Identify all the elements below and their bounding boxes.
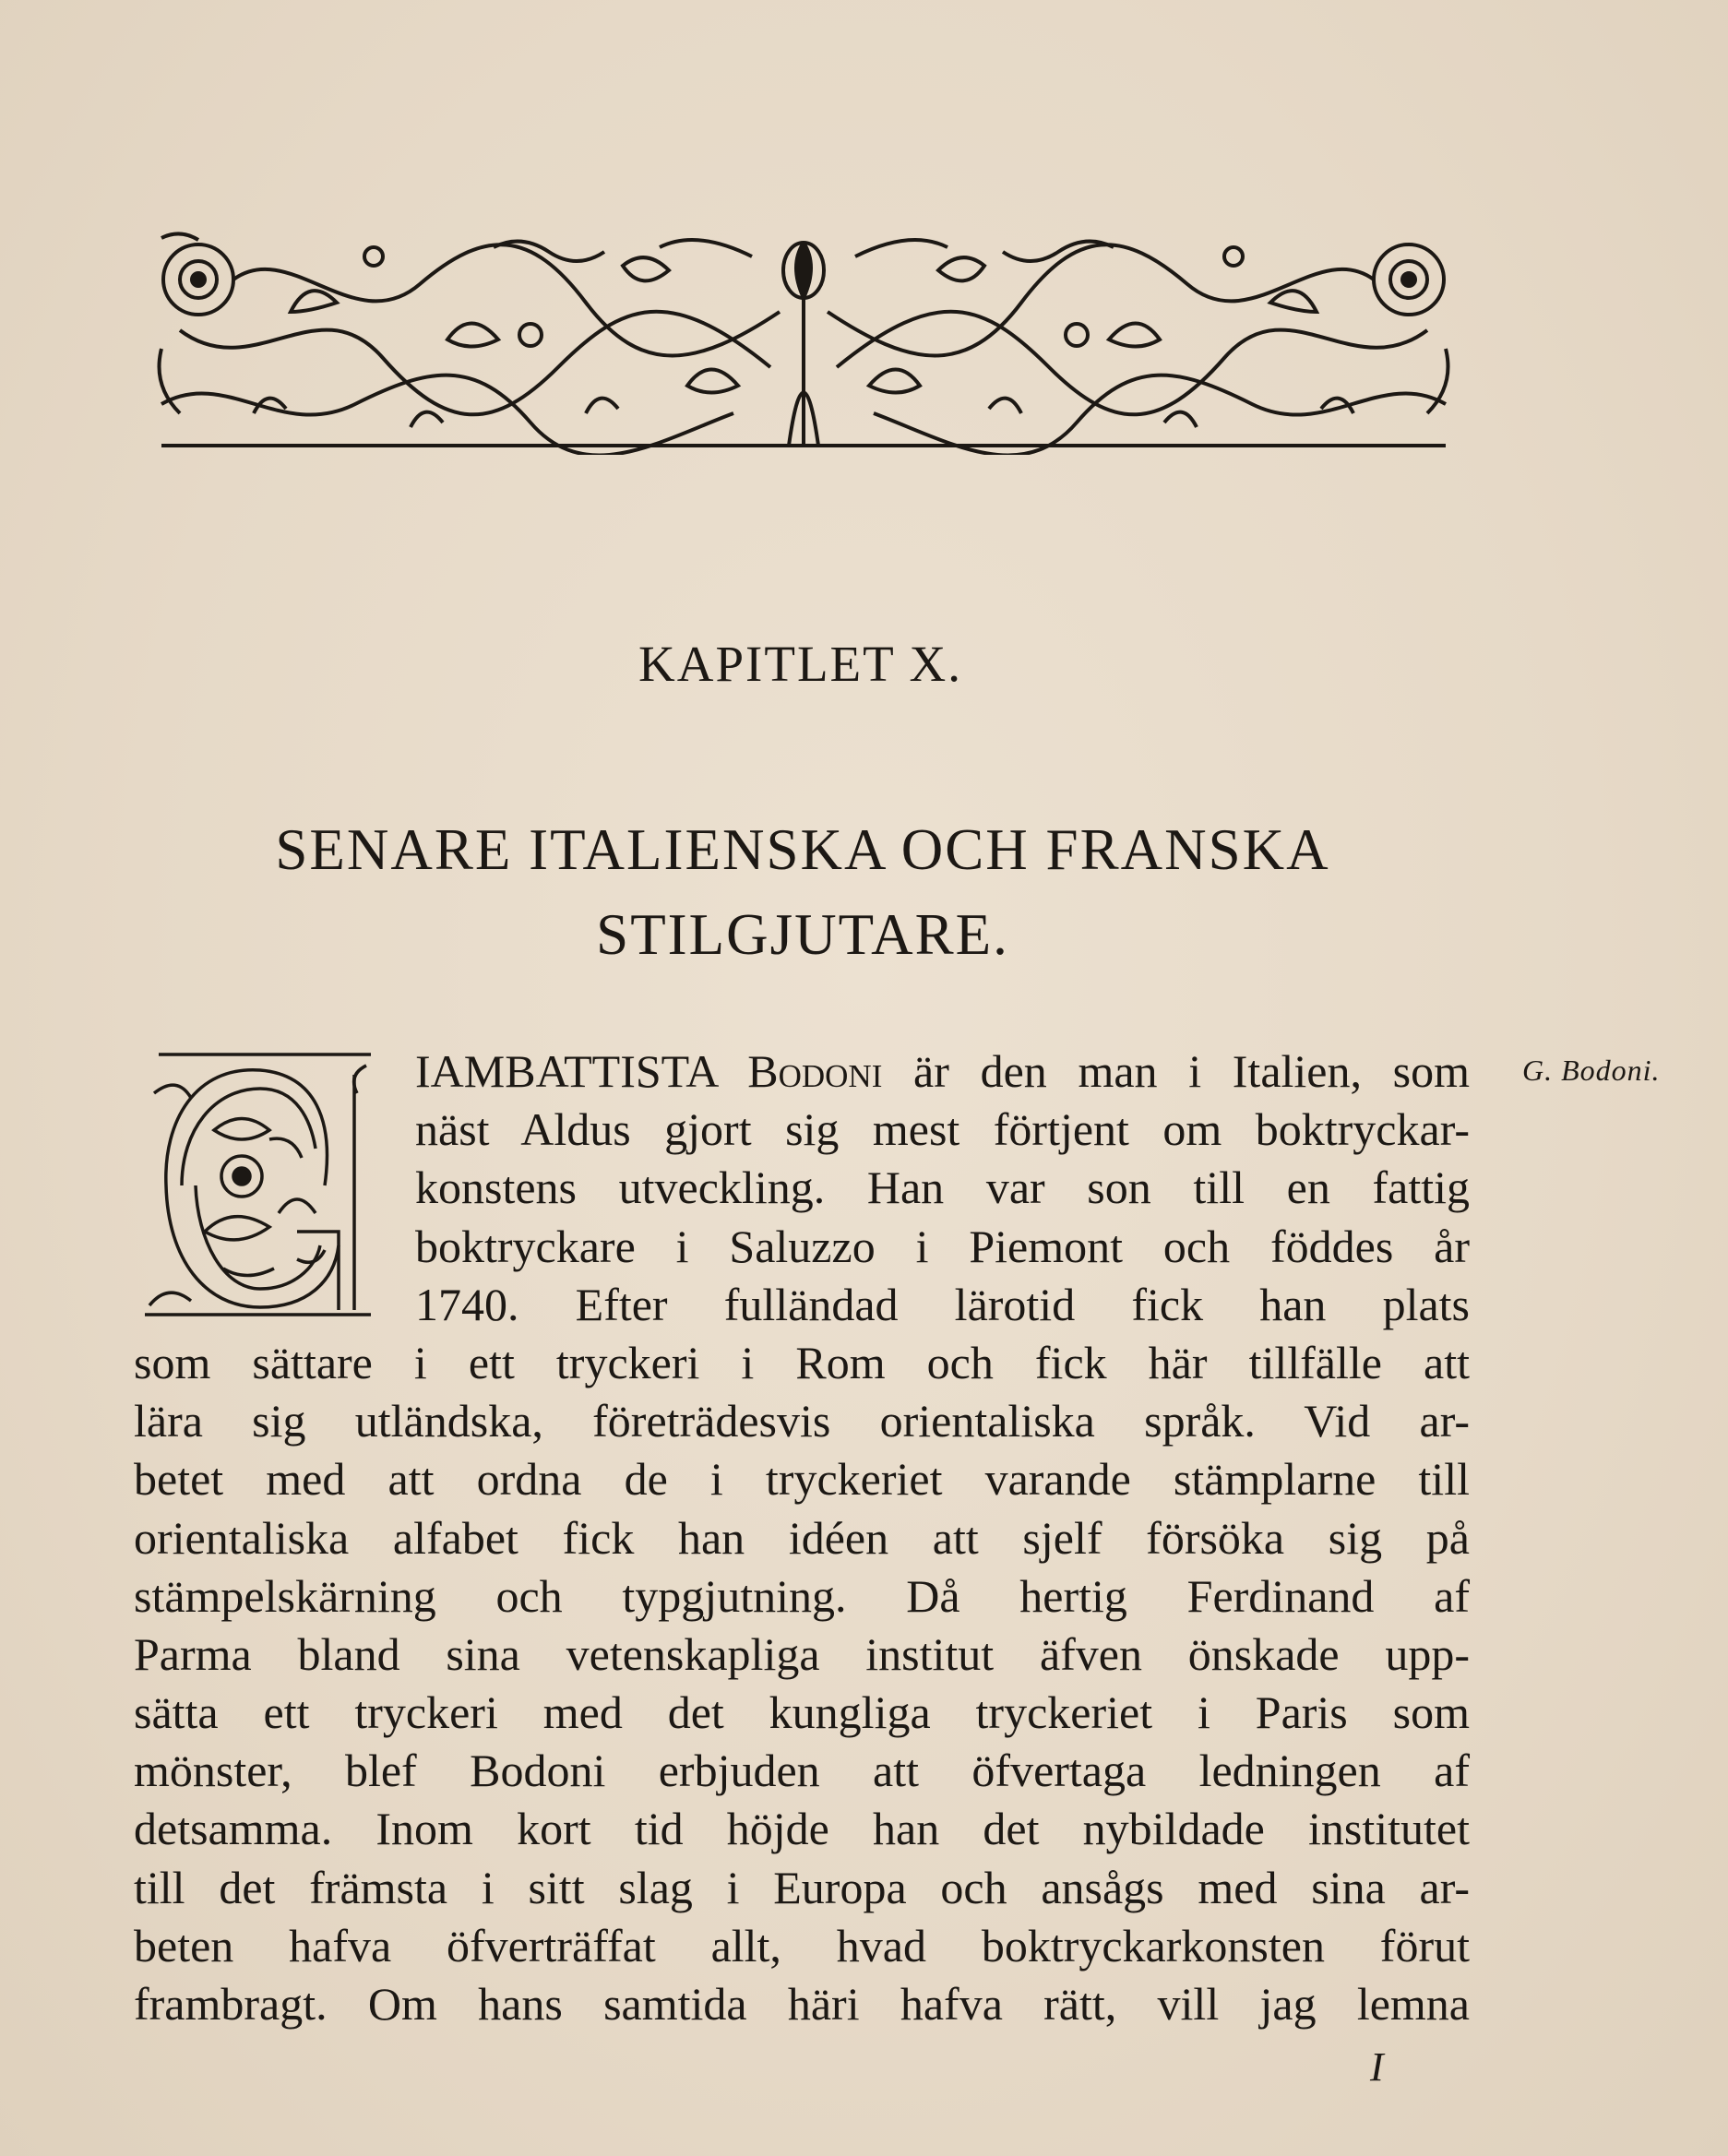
- paragraph-line: som sättare i ett tryckeri i Rom och fick här tillfälle att: [134, 1336, 1470, 1388]
- paragraph-line: konstens utveckling. Han var son till en fattig: [415, 1161, 1470, 1214]
- paragraph-line: beten hafva öfverträffat allt, hvad boktryckarkonsten förut: [134, 1919, 1470, 1971]
- first-line-rest: är den man i Italien, som: [913, 1045, 1471, 1097]
- paragraph-line: detsamma. Inom kort tid höjde han det nybildade institutet: [134, 1803, 1470, 1855]
- chapter-title-line-2: STILGJUTARE.: [596, 902, 1009, 967]
- page-signature-mark: I: [1370, 2044, 1384, 2090]
- paragraph-line: frambragt. Om hans samtida häri hafva rätt, vill jag lemna: [134, 1978, 1470, 2030]
- floral-headpiece-ornament: [143, 229, 1464, 455]
- paragraph-line: lära sig utländska, företrädesvis orientaliska språk. Vid ar-: [134, 1395, 1470, 1447]
- chapter-title-line-1: SENARE ITALIENSKA OCH FRANSKA: [275, 817, 1330, 882]
- chapter-heading: KAPITLET X.: [638, 636, 962, 692]
- paragraph-first-line: [415, 1042, 1470, 1101]
- chapter-title: [143, 807, 1462, 977]
- paragraph-line: 1740. Efter fulländad lärotid fick han plats: [415, 1278, 1470, 1330]
- margin-note: G. Bodoni.: [1522, 1054, 1661, 1087]
- paragraph-line: mönster, blef Bodoni erbjuden att öfvertaga ledningen af: [134, 1745, 1470, 1797]
- paragraph-line: boktryckare i Saluzzo i Piemont och föddes år: [415, 1220, 1470, 1272]
- body-paragraph: [134, 1042, 1470, 2033]
- paragraph-line: näst Aldus gjort sig mest förtjent om boktryckar-: [415, 1103, 1470, 1156]
- paragraph-line: till det främsta i sitt slag i Europa och ansågs med sina ar-: [134, 1861, 1470, 1913]
- paragraph-line: sätta ett tryckeri med det kungliga tryckeriet i Paris som: [134, 1686, 1470, 1739]
- initial-caps-text: IAMBATTISTA: [415, 1045, 717, 1097]
- paragraph-line: stämpelskärning och typgjutning. Då hertig Ferdinand af: [134, 1569, 1470, 1622]
- paragraph-line: betet med att ordna de i tryckeriet varande stämplarne till: [134, 1453, 1470, 1506]
- paragraph-line: orientaliska alfabet fick han idéen att sjelf försöka sig på: [134, 1511, 1470, 1564]
- name-small-caps: Bodoni: [747, 1045, 883, 1097]
- paragraph-line: Parma bland sina vetenskapliga institut äfven önskade upp-: [134, 1627, 1470, 1680]
